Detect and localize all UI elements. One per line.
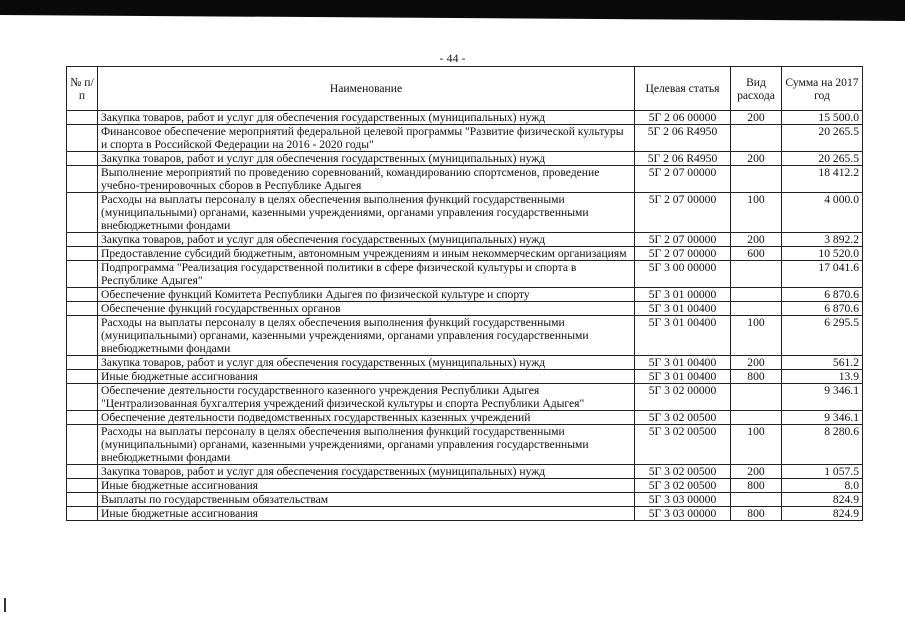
table-row xyxy=(67,411,863,425)
row-kind-cell xyxy=(731,166,782,193)
row-code-cell: 5Г 2 07 00000 xyxy=(635,247,731,261)
row-sum-cell: 3 892.2 xyxy=(782,233,863,247)
row-code-cell: 5Г 3 00 00000 xyxy=(635,261,731,288)
row-code-cell: 5Г 2 06 R4950 xyxy=(635,125,731,152)
budget-table xyxy=(66,66,863,521)
header-num: № п/п xyxy=(67,67,98,111)
row-kind-cell xyxy=(731,125,782,152)
row-kind-cell: 200 xyxy=(731,152,782,166)
row-number-cell xyxy=(67,493,98,507)
row-sum-cell: 561.2 xyxy=(782,356,863,370)
row-name-cell: Обеспечение деятельности подведомственных государственных казенных учреждений xyxy=(98,411,635,425)
row-code-cell: 5Г 3 03 00000 xyxy=(635,507,731,521)
row-number-cell xyxy=(67,316,98,356)
row-code-cell: 5Г 3 02 00000 xyxy=(635,384,731,411)
table-row xyxy=(67,370,863,384)
row-kind-cell xyxy=(731,411,782,425)
row-code-cell: 5Г 3 03 00000 xyxy=(635,493,731,507)
row-kind-cell xyxy=(731,302,782,316)
row-name-cell: Закупка товаров, работ и услуг для обеспечения государственных (муниципальных) нужд xyxy=(98,356,635,370)
row-kind-cell: 200 xyxy=(731,233,782,247)
table-row xyxy=(67,507,863,521)
header-kind: Вид расхода xyxy=(731,67,782,111)
row-number-cell xyxy=(67,425,98,465)
table-row xyxy=(67,493,863,507)
row-name-cell: Закупка товаров, работ и услуг для обеспечения государственных (муниципальных) нужд xyxy=(98,233,635,247)
row-kind-cell xyxy=(731,261,782,288)
row-name-cell: Иные бюджетные ассигнования xyxy=(98,479,635,493)
row-sum-cell: 8 280.6 xyxy=(782,425,863,465)
row-sum-cell: 13.9 xyxy=(782,370,863,384)
row-code-cell: 5Г 3 02 00500 xyxy=(635,425,731,465)
row-kind-cell: 100 xyxy=(731,193,782,233)
row-number-cell xyxy=(67,370,98,384)
row-kind-cell xyxy=(731,288,782,302)
scan-artifact-mark xyxy=(4,598,6,612)
row-code-cell: 5Г 2 06 00000 xyxy=(635,111,731,125)
table-row xyxy=(67,356,863,370)
row-sum-cell: 8.0 xyxy=(782,479,863,493)
row-number-cell xyxy=(67,166,98,193)
row-code-cell: 5Г 3 02 00500 xyxy=(635,479,731,493)
row-code-cell: 5Г 3 01 00400 xyxy=(635,356,731,370)
table-row xyxy=(67,247,863,261)
row-number-cell xyxy=(67,288,98,302)
row-name-cell: Иные бюджетные ассигнования xyxy=(98,507,635,521)
row-sum-cell: 824.9 xyxy=(782,507,863,521)
row-number-cell xyxy=(67,411,98,425)
row-kind-cell: 100 xyxy=(731,425,782,465)
row-code-cell: 5Г 3 01 00400 xyxy=(635,316,731,356)
row-name-cell: Закупка товаров, работ и услуг для обеспечения государственных (муниципальных) нужд xyxy=(98,465,635,479)
table-row xyxy=(67,166,863,193)
row-kind-cell: 600 xyxy=(731,247,782,261)
row-code-cell: 5Г 3 02 00500 xyxy=(635,411,731,425)
header-name: Наименование xyxy=(98,67,635,111)
row-sum-cell: 20 265.5 xyxy=(782,125,863,152)
table-row xyxy=(67,384,863,411)
row-sum-cell: 4 000.0 xyxy=(782,193,863,233)
table-body xyxy=(67,111,863,521)
row-code-cell: 5Г 2 07 00000 xyxy=(635,193,731,233)
row-name-cell: Обеспечение функций Комитета Республики Адыгея по физической культуре и спорту xyxy=(98,288,635,302)
table-row xyxy=(67,425,863,465)
scan-edge-shadow xyxy=(0,0,905,22)
row-kind-cell: 200 xyxy=(731,465,782,479)
row-name-cell: Расходы на выплаты персоналу в целях обеспечения выполнения функций государственными (муниципальными) органами, казенными учреждениями, органами управления государственными внебюджетными фондами xyxy=(98,316,635,356)
row-number-cell xyxy=(67,507,98,521)
table-row xyxy=(67,193,863,233)
row-kind-cell xyxy=(731,493,782,507)
row-number-cell xyxy=(67,247,98,261)
row-code-cell: 5Г 2 07 00000 xyxy=(635,233,731,247)
table-row xyxy=(67,261,863,288)
table-header-row xyxy=(67,67,863,111)
row-sum-cell: 6 870.6 xyxy=(782,288,863,302)
row-sum-cell: 1 057.5 xyxy=(782,465,863,479)
row-sum-cell: 10 520.0 xyxy=(782,247,863,261)
row-sum-cell: 9 346.1 xyxy=(782,384,863,411)
page-number: - 44 - xyxy=(439,51,466,65)
row-kind-cell: 800 xyxy=(731,507,782,521)
row-number-cell xyxy=(67,356,98,370)
row-code-cell: 5Г 3 01 00400 xyxy=(635,370,731,384)
row-name-cell: Выполнение мероприятий по проведению соревнований, командированию спортсменов, проведение учебно-тренировочных сборов в Республике Адыгея xyxy=(98,166,635,193)
row-number-cell xyxy=(67,384,98,411)
row-number-cell xyxy=(67,193,98,233)
row-kind-cell: 200 xyxy=(731,356,782,370)
row-sum-cell: 15 500.0 xyxy=(782,111,863,125)
row-name-cell: Подпрограмма "Реализация государственной политики в сфере физической культуры и спорта в Республике Адыгея" xyxy=(98,261,635,288)
table-row xyxy=(67,152,863,166)
row-number-cell xyxy=(67,233,98,247)
table-row xyxy=(67,111,863,125)
row-sum-cell: 18 412.2 xyxy=(782,166,863,193)
header-sum: Сумма на 2017 год xyxy=(782,67,863,111)
row-number-cell xyxy=(67,125,98,152)
row-sum-cell: 9 346.1 xyxy=(782,411,863,425)
row-number-cell xyxy=(67,152,98,166)
row-sum-cell: 6 870.6 xyxy=(782,302,863,316)
row-number-cell xyxy=(67,261,98,288)
row-sum-cell: 20 265.5 xyxy=(782,152,863,166)
row-name-cell: Предоставление субсидий бюджетным, автономным учреждениям и иным некоммерческим организациям xyxy=(98,247,635,261)
row-name-cell: Иные бюджетные ассигнования xyxy=(98,370,635,384)
row-kind-cell xyxy=(731,384,782,411)
row-name-cell: Закупка товаров, работ и услуг для обеспечения государственных (муниципальных) нужд xyxy=(98,152,635,166)
row-number-cell xyxy=(67,111,98,125)
scan-edge xyxy=(0,0,905,22)
row-sum-cell: 17 041.6 xyxy=(782,261,863,288)
row-name-cell: Обеспечение функций государственных органов xyxy=(98,302,635,316)
table-row xyxy=(67,465,863,479)
row-name-cell: Выплаты по государственным обязательствам xyxy=(98,493,635,507)
row-code-cell: 5Г 3 02 00500 xyxy=(635,465,731,479)
row-kind-cell: 100 xyxy=(731,316,782,356)
row-name-cell: Расходы на выплаты персоналу в целях обеспечения выполнения функций государственными (муниципальными) органами, казенными учреждениями, органами управления государственными внебюджетными фондами xyxy=(98,425,635,465)
row-name-cell: Расходы на выплаты персоналу в целях обеспечения выполнения функций государственными (муниципальными) органами, казенными учреждениями, органами управления государственными внебюджетными фондами xyxy=(98,193,635,233)
row-name-cell: Обеспечение деятельности государственного казенного учреждения Республики Адыгея "Централизованная бухгалтерия учреждений физической культуры и спорта Республики Адыгея" xyxy=(98,384,635,411)
table-row xyxy=(67,302,863,316)
row-kind-cell: 800 xyxy=(731,479,782,493)
table-row xyxy=(67,233,863,247)
header-code: Целевая статья xyxy=(635,67,731,111)
row-code-cell: 5Г 3 01 00400 xyxy=(635,302,731,316)
row-code-cell: 5Г 3 01 00000 xyxy=(635,288,731,302)
row-number-cell xyxy=(67,465,98,479)
row-sum-cell: 6 295.5 xyxy=(782,316,863,356)
row-kind-cell: 800 xyxy=(731,370,782,384)
row-kind-cell: 200 xyxy=(731,111,782,125)
row-name-cell: Финансовое обеспечение мероприятий федеральной целевой программы "Развитие физической культуры и спорта в Российской Федерации на 2016 - 2020 годы" xyxy=(98,125,635,152)
row-code-cell: 5Г 2 06 R4950 xyxy=(635,152,731,166)
table-row xyxy=(67,288,863,302)
row-sum-cell: 824.9 xyxy=(782,493,863,507)
table-row xyxy=(67,479,863,493)
table-row xyxy=(67,316,863,356)
row-name-cell: Закупка товаров, работ и услуг для обеспечения государственных (муниципальных) нужд xyxy=(98,111,635,125)
row-number-cell xyxy=(67,479,98,493)
row-number-cell xyxy=(67,302,98,316)
table-row xyxy=(67,125,863,152)
row-code-cell: 5Г 2 07 00000 xyxy=(635,166,731,193)
